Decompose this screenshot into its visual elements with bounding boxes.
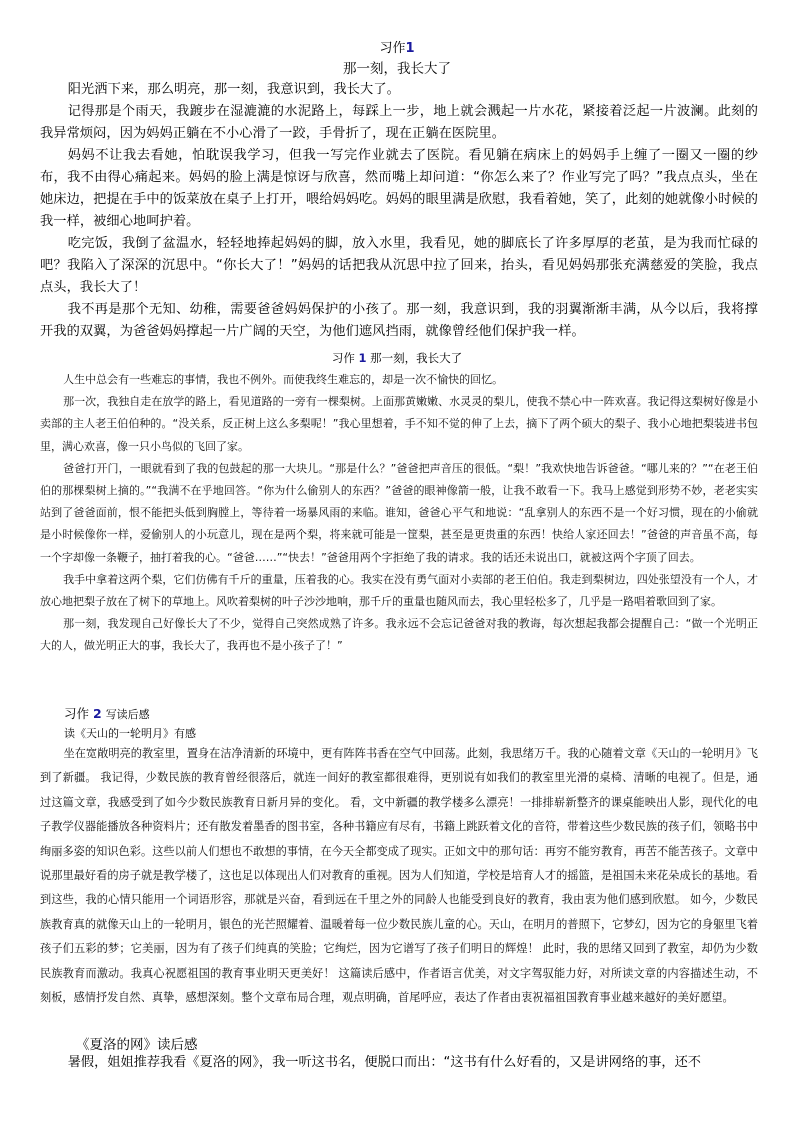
paragraph: 暑假，姐姐推荐我看《夏洛的网》，我一听这书名，便脱口而出：“这书有什么好看的，又是讲网络的事，还不 bbox=[67, 1055, 701, 1070]
section4-body bbox=[40, 1052, 758, 1074]
paragraph: 我不再是那个无知、幼稚，需要爸爸妈妈保护的小孩了。那一刻，我意识到，我的羽翼渐渐丰满，从今以后，我将撑开我的双翼，为爸爸妈妈撑起一片广阔的天空，为他们遮风挡雨，就像曾经他们保护我一样。 bbox=[40, 302, 758, 339]
section1-label: 习作 bbox=[379, 41, 406, 56]
section1-heading bbox=[0, 40, 794, 58]
paragraph: 坐在宽敞明亮的教室里，置身在洁净清新的环境中，更有阵阵书香在空气中回荡。此刻，我思绪万千。我的心随着文章《天山的一轮明月》飞到了新疆。 我记得，少数民族的教育曾经很落后，就连一间好的教室都很难得，更别说有如我们的教室里光滑的桌椅、清晰的电视了。但是，通过这篇文章，我感受到了如今少数民族教育日新月异的变化。 看，文中新疆的教学楼多么漂亮！一排排崭新整齐的课桌能映出人影，现代化的电子教学仪器能播放各种资料片；还有散发着墨香的图书室，各种书籍应有尽有，书籍上跳跃着文化的音符，带着这些少数民族的孩子们，领略书中绚丽多姿的知识色彩。这些以前人们想也不敢想的事情，在今天全都变成了现实。正如文中的那句话：再穷不能穷教育，再苦不能苦孩子。文章中说那里最好看的房子就是教学楼了，这也足以体现出人们对教育的重视。因为人们知道，学校是培育人才的摇篮，是祖国未来花朵成长的基地。看到这些，我的心情只能用一个词语形容，那就是兴奋，看到远在千里之外的同龄人也能受到良好的教育，我由衷为他们感到欣慰。 如今，少数民族教育真的就像天山上的一轮明月，银色的光芒照耀着、温暖着每一位少数民族儿童的心。天山，在明月的普照下，它梦幻，因为它的身躯里飞着孩子们五彩的梦；它美丽，因为有了孩子们纯真的笑脸；它绚烂，因为它谱写了孩子们明日的辉煌！ 此时，我的思绪又回到了教室，却仍为少数民族教育而激动。我真心祝愿祖国的教育事业明天更美好！ 这篇读后感中，作者语言优美，对文字驾驭能力好，对所读文章的内容描述生动，不刻板，感情抒发自然、真挚，感想深刻。整个文章布局合理，观点明确，首尾呼应，表达了作者由衷祝福祖国教育事业越来越好的美好愿望。 bbox=[40, 747, 758, 1005]
paragraph: 我手中拿着这两个梨，它们仿佛有千斤的重量，压着我的心。我实在没有勇气面对小卖部的老王伯伯。我走到梨树边，四处张望没有一个人，才放心地把梨子放在了树下的草地上。风吹着梨树的叶子沙沙地响，那千斤的重量也随风而去，我心里轻松多了，几乎是一路唱着歌回到了家。 bbox=[40, 572, 758, 609]
paragraph: 吃完饭，我倒了盆温水，轻轻地捧起妈妈的脚，放入水里，我看见，她的脚底长了许多厚厚的老茧，是为我而忙碌的吧？我陷入了深深的沉思中。“你长大了！”妈妈的话把我从沉思中拉了回来，抬头，看见妈妈那张充满慈爱的笑脸，我点点头，我长大了！ bbox=[40, 236, 758, 295]
section2-heading bbox=[0, 350, 794, 366]
section2-title: 那一刻，我长大了 bbox=[370, 351, 463, 365]
section3-number: 2 bbox=[93, 706, 102, 721]
section3-heading bbox=[64, 706, 150, 723]
section2-label: 习作 bbox=[331, 351, 355, 365]
section3-subtitle: 读《天山的一轮明月》有感 bbox=[64, 727, 196, 740]
section3-label: 习作 bbox=[64, 706, 90, 721]
paragraph: 那一次，我独自走在放学的路上，看见道路的一旁有一棵梨树。上面那黄嫩嫩、水灵灵的梨儿，使我不禁心中一阵欢喜。我记得这梨树好像是小卖部的主人老王伯伯种的。“没关系，反正树上这么多梨呢！”我心里想着，手不知不觉的伸了上去，摘下了两个硕大的梨子、我小心地把梨装进书包里，满心欢喜，像一只小鸟似的飞回了家。 bbox=[40, 395, 758, 453]
section2-body bbox=[40, 369, 758, 658]
paragraph: 记得那是个雨天，我踱步在湿漉漉的水泥路上，每踩上一步，地上就会溅起一片水花，紧接着泛起一片波澜。此刻的我异常烦闷，因为妈妈正躺在不小心滑了一跤，手骨折了，现在正躺在医院里。 bbox=[40, 104, 758, 141]
paragraph: 妈妈不让我去看她，怕耽误我学习，但我一写完作业就去了医院。看见躺在病床上的妈妈手上缠了一圈又一圈的纱布，我不由得心痛起来。妈妈的脸上满是惊讶与欣喜，然而嘴上却问道：“你怎么来了？作业写完了吗？”我点点头，坐在她床边，把提在手中的饭菜放在桌子上打开，喂给妈妈吃。妈妈的眼里满是欣慰，我看着她，笑了，此刻的她就像小时候的我一样，被细心地呵护着。 bbox=[40, 148, 758, 229]
section1-body bbox=[40, 79, 758, 343]
section1-title: 那一刻，我长大了 bbox=[343, 61, 451, 77]
section3-tag: 写读后感 bbox=[105, 708, 150, 721]
section4-title: 《夏洛的网》读后感 bbox=[76, 1037, 198, 1053]
section3-body bbox=[40, 742, 758, 1010]
section2-number: 1 bbox=[358, 351, 367, 365]
paragraph: 人生中总会有一些难忘的事情，我也不例外。而使我终生难忘的，却是一次不愉快的回忆。 bbox=[63, 373, 504, 386]
paragraph: 阳光洒下来，那么明亮，那一刻，我意识到，我长大了。 bbox=[67, 82, 400, 97]
paragraph: 爸爸打开门，一眼就看到了我的包鼓起的那一大块儿。“那是什么？”爸爸把声音压的很低。“梨！”我欢快地告诉爸爸。“哪儿来的？”“在老王伯伯的那棵梨树上摘的。”“我满不在乎地回答。“你为什么偷别人的东西？”爸爸的眼神像箭一般，让我不敢看一下。我马上感觉到形势不妙，老老实实站到了爸爸面前，恨不能把头低到胸膛上，等待着一场暴风雨的来临。谁知，爸爸心平气和地说：“乱拿别人的东西不是一个好习惯，现在的小偷就是小时候像你一样，爱偷别人的小玩意儿，现在是两个梨，将来就可能是一筐梨，甚至是更贵重的东西！快给人家还回去！”爸爸的声音虽不高，每一个字却像一条鞭子，抽打着我的心。“爸爸……”“快去！”爸爸用两个字拒绝了我的请求。我的话还未说出口，就被这两个字顶了回去。 bbox=[40, 461, 758, 564]
section1-number: 1 bbox=[405, 41, 415, 56]
paragraph: 那一刻，我发现自己好像长大了不少，觉得自己突然成熟了许多。我永远不会忘记爸爸对我的教诲，每次想起我都会提醒自己：“做一个光明正大的人，做光明正大的事，我长大了，我再也不是小孩子了！” bbox=[40, 617, 758, 653]
